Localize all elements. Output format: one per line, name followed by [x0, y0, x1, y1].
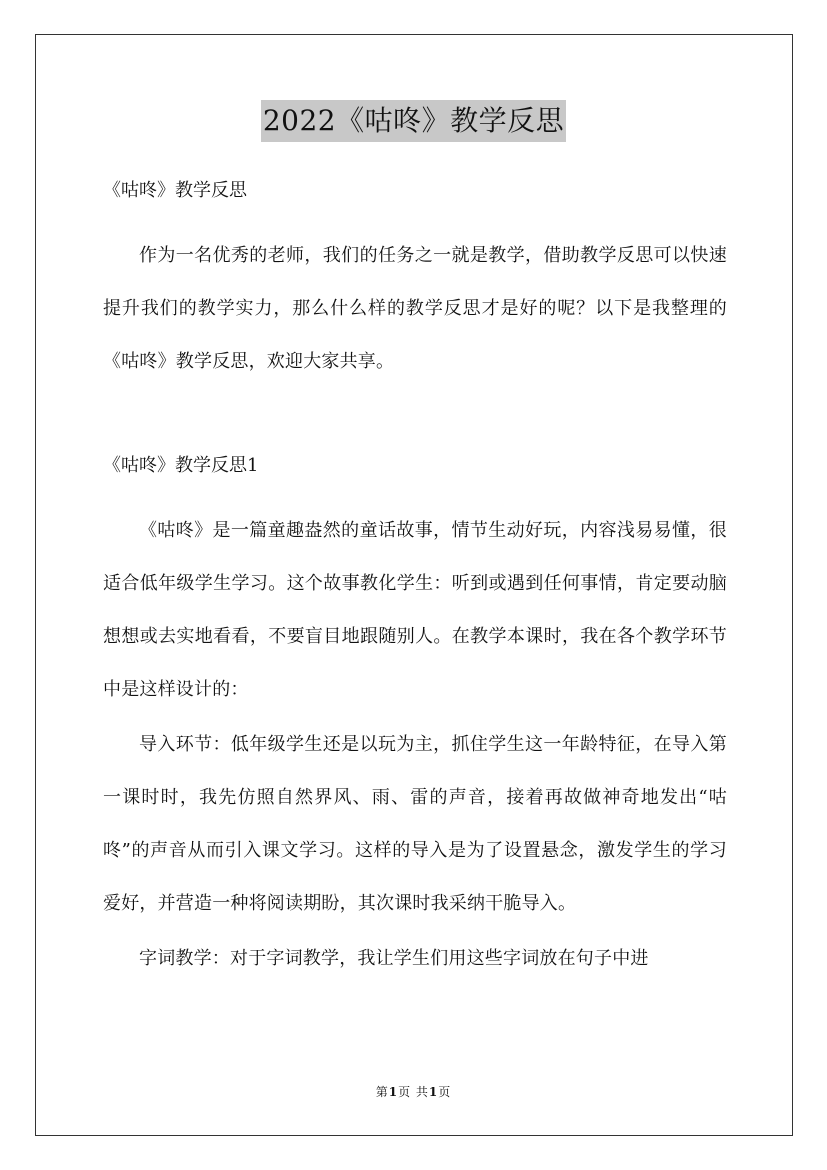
subtitle: 《咕咚》教学反思 — [103, 180, 247, 201]
document-body — [103, 176, 727, 985]
body-paragraph: 字词教学：对于字词教学，我让学生们用这些字词放在句子中进 — [139, 948, 649, 969]
page-total: 1 — [428, 1085, 439, 1099]
body-paragraph: 导入环节：低年级学生还是以玩为主，抓住学生这一年龄特征，在导入第一课时时，我先仿照自然界风、雨、雷的声音，接着再故做神奇地发出“咕咚”的声音从而引入课文学习。这样的导入是为了设置悬念，激发学生的学习爱好，并营造一种将阅读期盼，其次课时我采纳干脆导入。 — [103, 734, 727, 914]
page-prefix: 第 — [375, 1085, 389, 1099]
title-container — [0, 100, 827, 142]
document-title: 2022《咕咚》教学反思 — [261, 100, 566, 142]
section-heading: 《咕咚》教学反思1 — [103, 455, 259, 476]
body-paragraph: 《咕咚》是一篇童趣盎然的童话故事，情节生动好玩，内容浅易易懂，很适合低年级学生学习。这个故事教化学生：听到或遇到任何事情，肯定要动脑想想或去实地看看，不要盲目地跟随别人。在教学本课时，我在各个教学环节中是这样设计的： — [103, 520, 727, 700]
page-mid: 页 共 — [398, 1085, 429, 1099]
intro-paragraph: 作为一名优秀的老师，我们的任务之一就是教学，借助教学反思可以快速提升我们的教学实力，那么什么样的教学反思才是好的呢？以下是我整理的《咕咚》教学反思，欢迎大家共享。 — [103, 245, 727, 372]
page-footer — [0, 1084, 827, 1100]
page-current: 1 — [388, 1085, 399, 1099]
page-suffix: 页 — [438, 1085, 452, 1099]
